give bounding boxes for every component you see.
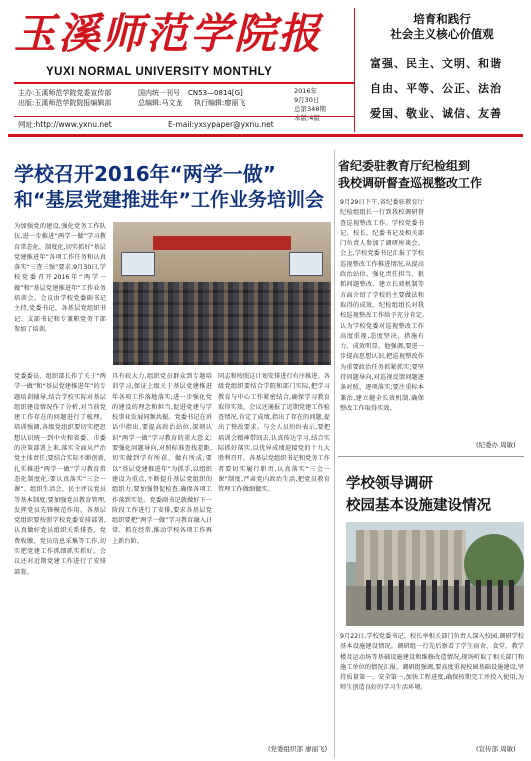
right-story2-headline-2: 校园基本设施建设情况 (346, 498, 491, 514)
column-separator (334, 150, 335, 758)
lead-headline-2: 和“基层党建推进年”工作业务培训会 (14, 189, 324, 211)
values-title-1: 培育和践行 (413, 12, 471, 26)
issue-total: 总第348期 (294, 105, 326, 113)
photo-screen-right (289, 252, 323, 276)
lead-headline-1: 学校召开2016年“两学一做” (14, 162, 276, 186)
date-year: 2016年 (294, 87, 318, 95)
photo2-building (356, 530, 466, 586)
photo-screen-left (121, 252, 155, 276)
right-story1-byline: (纪委办 周敏) (476, 441, 516, 449)
editor-in-chief: 总编辑:马文龙 (138, 99, 183, 107)
masthead-divider (354, 8, 355, 132)
right-divider (338, 456, 524, 457)
newspaper-title: 玉溪师范学院报 (14, 9, 323, 58)
right-story2-body: 9月22日,学校党委书记、校长率相关部门负责人深入校园,调研学校基本设施建设情况。调研组一行先后察看了学生宿舍、食堂、教学楼及运动场等基础设施建设和维修改造情况,现场听取了相关部门和施工单位的情况汇报。调研组强调,要高度重视校园基础设施建设,坚持质量第一、安全第一,加快工程进度,确保按期完工并投入使用,为师生创造良好的学习生活环境。 (340, 633, 524, 692)
lead-photo (113, 222, 331, 365)
issue-number: CN53—0814[G] (188, 89, 243, 97)
values-row-3: 爱国、敬业、诚信、友善 (370, 107, 502, 120)
campus-photo (346, 522, 524, 626)
right-story2-headline-1: 学校领导调研 (346, 476, 433, 492)
values-row-1: 富强、民主、文明、和谐 (370, 57, 502, 70)
newspaper-subtitle: YUXI NORMAL UNIVERSITY MONTHLY (46, 66, 273, 78)
publisher-line: 出版:玉溪师范学院院报编辑部 (18, 99, 112, 107)
email-link[interactable]: E-mail:yxsypaper@yxnu.net (168, 120, 274, 129)
page-count: 本版:4版 (294, 114, 320, 122)
right-story1-col2-continuation (430, 198, 524, 438)
core-values-box (360, 8, 524, 130)
lead-col3: 同志和按照这计划安排进行有序推进。各级党组织要结合学院和部门实际,把学习教育与中心工作紧密结合,确保学习教育取得实效。会议还通报了近期党建工作检查情况,肯定了成绩,指出了存在的问题,提出了整改要求。与会人员纷纷表示,要把培训会精神带回去,认真传达学习,结合实际抓好落实,以优异成绩迎接党的十九大胜利召开。各基层党组织书记和党务工作者要切实履行职责,认真落实“三会一课”制度,严肃党内政治生活,把党员教育管理工作做细做实。 (218, 373, 330, 494)
right-story1-headline-2: 我校调研督查巡视整改工作 (338, 176, 483, 190)
website-link[interactable]: 网址:http://www.yxnu.net (18, 120, 112, 129)
header-rule (8, 134, 523, 137)
date-day: 9月30日 (294, 96, 320, 104)
lead-col1-bottom: 党委委员、组织部长作了关于“两学一做”和“基层党建推进年”的专题培训辅导,结合学校实际对基层组织建设情况作了分析,对当前党建工作存在的问题进行了梳理。培训强调,各级党组织要切实把思想认识统一到中央和省委、市委的决策部署上来,落实全面从严治党主体责任;要结合实际不断创新,扎实推进“两学一做”学习教育常态化制度化;要认真落实“三会一课”、组织生活会、民主评议党员等基本制度;要加强党员教育管理,发挥党员先锋模范作用。各基层党组织要按照学校党委安排部署,认真做好党员组织关系排查、党费收缴、党员信息采集等工作,切实把党建工作抓细抓实抓好。会议还对近期党建工作进行了安排部署。 (14, 373, 106, 576)
lead-byline: (党委组织部 廖丽飞) (268, 745, 328, 753)
executive-editor: 执行编辑:廖丽飞 (194, 99, 246, 107)
lead-col2: 具有较大力,组织党员群众到专题培训学习,保证上级关于基层党建推进年各项工作落地落实;进一步强化党的建设的理念和担当,促进党建与学校事业发展同频共振。党委书记在讲话中指出,要提高政治站位,深刻认识“两学一做”学习教育的重大意义;要强化问题导向,对照标准查找差距,切实做到学有所获、做有所成;要以“基层党建推进年”为抓手,以组织建设为重点,不断提升基层党组织的组织力;要加强督促检查,确保各项工作落到实处。党委副书记就做好下一阶段工作进行了安排,要求各基层党组织要把“两学一做”学习教育融入日常、抓在经常,推动学校各项工作再上新台阶。 (112, 373, 212, 545)
sponsor-line: 主办:玉溪师范学院党委宣传部 (18, 89, 112, 97)
right-story1-col1: 9月29日下午,省纪委驻教育厅纪检组组长一行到我校调研督查巡视整改工作。学校党委书记、校长、纪委书记及相关部门负责人参加了调研座谈会。会上,学校党委书记汇报了学校巡视整改工作推进情况,从提高政治站位、强化责任担当、狠抓问题整改、建立长效机制等方面介绍了学校的主要做法和取得的成效。纪检组组长对我校巡视整改工作给予充分肯定,认为学校党委对巡视整改工作高度重视,态度坚决、措施有力、成效明显。他强调,要进一步提高思想认识,把巡视整改作为重要政治任务抓紧抓实;要坚持问题导向,对巡视反馈问题逐条对照、逐项落实;要注重标本兼治,建立健全长效机制,确保整改工作取得实效。 (340, 199, 424, 412)
values-row-2: 自由、平等、公正、法治 (370, 82, 502, 95)
photo-rows (113, 282, 331, 365)
values-title-2: 社会主义核心价值观 (390, 27, 494, 41)
right-story1-headline-1: 省纪委驻教育厅纪检组到 (338, 159, 471, 173)
issue-label: 国内统一刊号 (138, 89, 180, 97)
lead-col1-top: 为加强党的建设,强化党务工作队伍,进一步推进“两学一做”学习教育常态化、制度化,切实抓好“基层党建推进年”各项工作任务和认真落实“三查三强”要求,9月30日,学校党委召开2016年“两学一做”和“基层党建推进年”工作业务培训会。会议由学校党委副书记主持,党委书记、各基层党组织书记、支部书记和专兼职党务干部参加了培训。 (14, 223, 106, 333)
photo-banner (153, 236, 291, 250)
contact-bar (14, 116, 354, 130)
photo2-people (366, 580, 516, 610)
right-story2-byline: (宣传部 周敏) (476, 745, 516, 753)
